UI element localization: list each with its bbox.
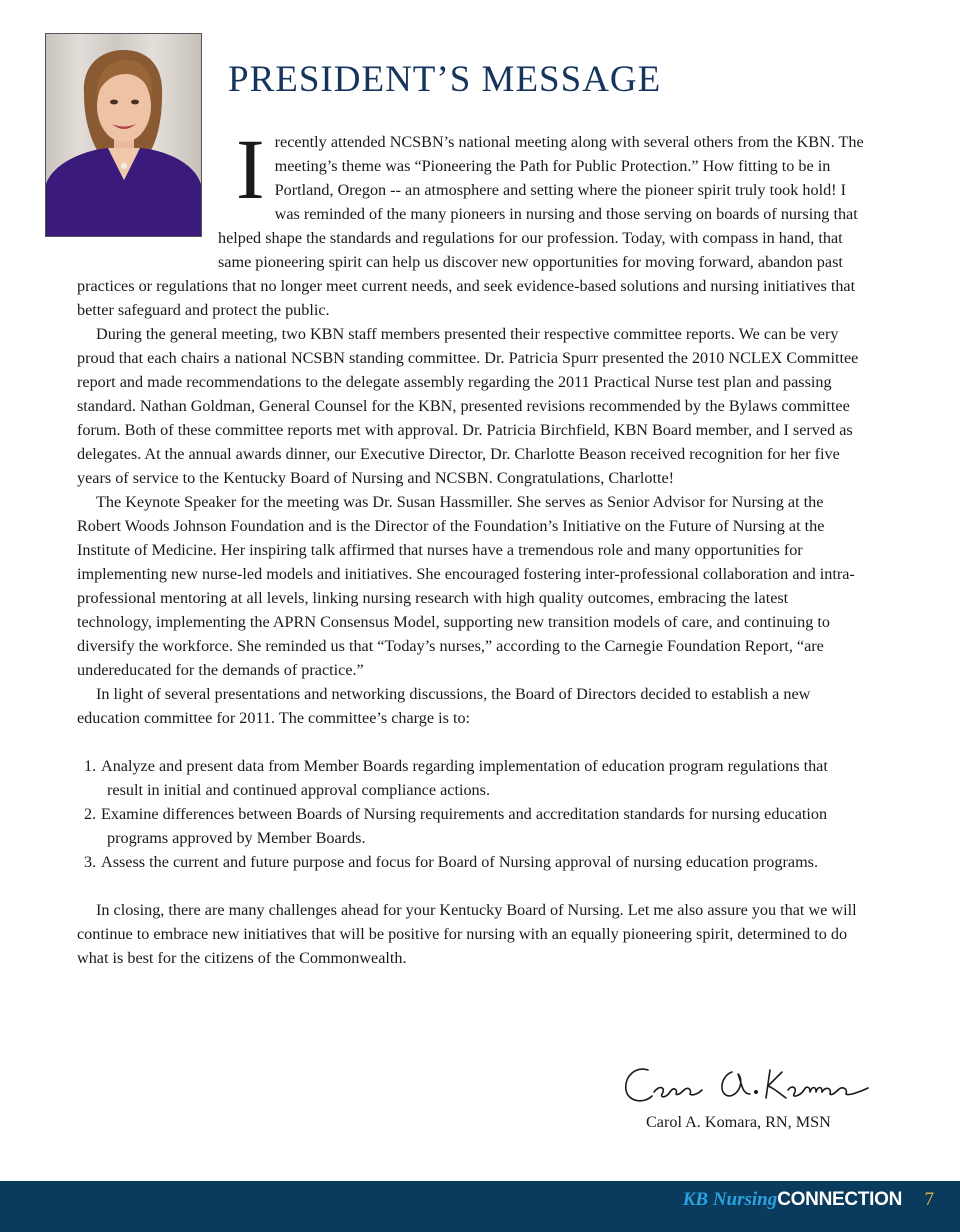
brand-part-1: KB Nursing bbox=[682, 1189, 778, 1210]
list-item-number: 3. bbox=[84, 853, 97, 871]
list-item-number: 2. bbox=[84, 805, 97, 823]
paragraph-5: In closing, there are many challenges ahead for your Kentucky Board of Nursing. Let me also assure you that we will continue to embrace new initiatives that will be positive for nursing with an equally pioneering spirit, determined to do what is best for the citizens of the Commonwealth. bbox=[77, 901, 857, 967]
signature-image bbox=[620, 1062, 875, 1110]
list-item-text: Assess the current and future purpose and focus for Board of Nursing approval of nursing education programs. bbox=[101, 853, 819, 871]
paragraph-2: During the general meeting, two KBN staff members presented their respective committee reports. We can be very proud that each chairs a national NCSBN standing committee. Dr. Patricia Spurr presented the 2010 NCLEX Committee report and made recommendations to the delegate assembly regarding the 2011 Practical Nurse test plan and passing standard. Nathan Goldman, General Counsel for the KBN, presented revisions recommended by the Bylaws committee forum. Both of these committee reports met with approval. Dr. Patricia Birchfield, KBN Board member, and I served as delegates. At the annual awards dinner, our Executive Director, Dr. Charlotte Beason received recognition for her five years of service to the Kentucky Board of Nursing and NCSBN. Congratulations, Charlotte! bbox=[77, 325, 859, 487]
paragraph-4: In light of several presentations and networking discussions, the Board of Directors decided to establish a new education committee for 2011. The committee’s charge is to: bbox=[77, 685, 811, 727]
list-item-text: Analyze and present data from Member Boards regarding implementation of education program regulations that result in initial and continued approval compliance actions. bbox=[101, 757, 828, 799]
article-body bbox=[77, 121, 867, 970]
portrait-wrap-spacer bbox=[77, 130, 218, 262]
page-number: 7 bbox=[924, 1189, 934, 1210]
brand-part-2: CONNECTION bbox=[777, 1189, 902, 1210]
committee-charge-list bbox=[77, 754, 867, 874]
drop-cap: I bbox=[236, 121, 265, 217]
magazine-brand bbox=[683, 1181, 902, 1219]
list-item bbox=[77, 850, 867, 874]
paragraph-1: recently attended NCSBN’s national meeting along with several others from the KBN. The meeting’s theme was “Pioneering the Path for Public Protection.” How fitting to be in Portland, Oregon -- an atmosphere and setting where the pioneer spirit truly took hold! I was reminded of the many pioneers in nursing and those serving on boards of nursing that helped shape the standards and regulations for our profession. Today, with compass in hand, that same pioneering spirit can help us discover new opportunities for moving forward, abandon past practices or regulations that no longer meet current needs, and seek evidence-based solutions and nursing initiatives that better safeguard and protect the public. bbox=[77, 133, 864, 319]
list-item bbox=[77, 802, 867, 850]
list-item-number: 1. bbox=[84, 757, 97, 775]
footer-bar bbox=[0, 1181, 960, 1232]
signature-name: Carol A. Komara, RN, MSN bbox=[646, 1113, 831, 1131]
paragraph-3: The Keynote Speaker for the meeting was Dr. Susan Hassmiller. She serves as Senior Advisor for Nursing at the Robert Woods Johnson Foundation and is the Director of the Foundation’s Initiative on the Future of Nursing at the Institute of Medicine. Her inspiring talk affirmed that nurses have a tremendous role and many opportunities for implementing new nurse-led models and initiatives. She encouraged fostering inter-professional collaboration and intra-professional mentoring at all levels, linking nursing research with high quality outcomes, embracing the latest technology, implementing the APRN Consensus Model, supporting new transition models of care, and continuing to diversify the workforce. She reminded us that “Today’s nurses,” according to the Carnegie Foundation Report, “are undereducated for the demands of practice.” bbox=[77, 493, 855, 679]
list-item-text: Examine differences between Boards of Nursing requirements and accreditation standards for nursing education programs approved by Member Boards. bbox=[101, 805, 828, 847]
page-title: PRESIDENT’S MESSAGE bbox=[228, 59, 662, 100]
list-item bbox=[77, 754, 867, 802]
